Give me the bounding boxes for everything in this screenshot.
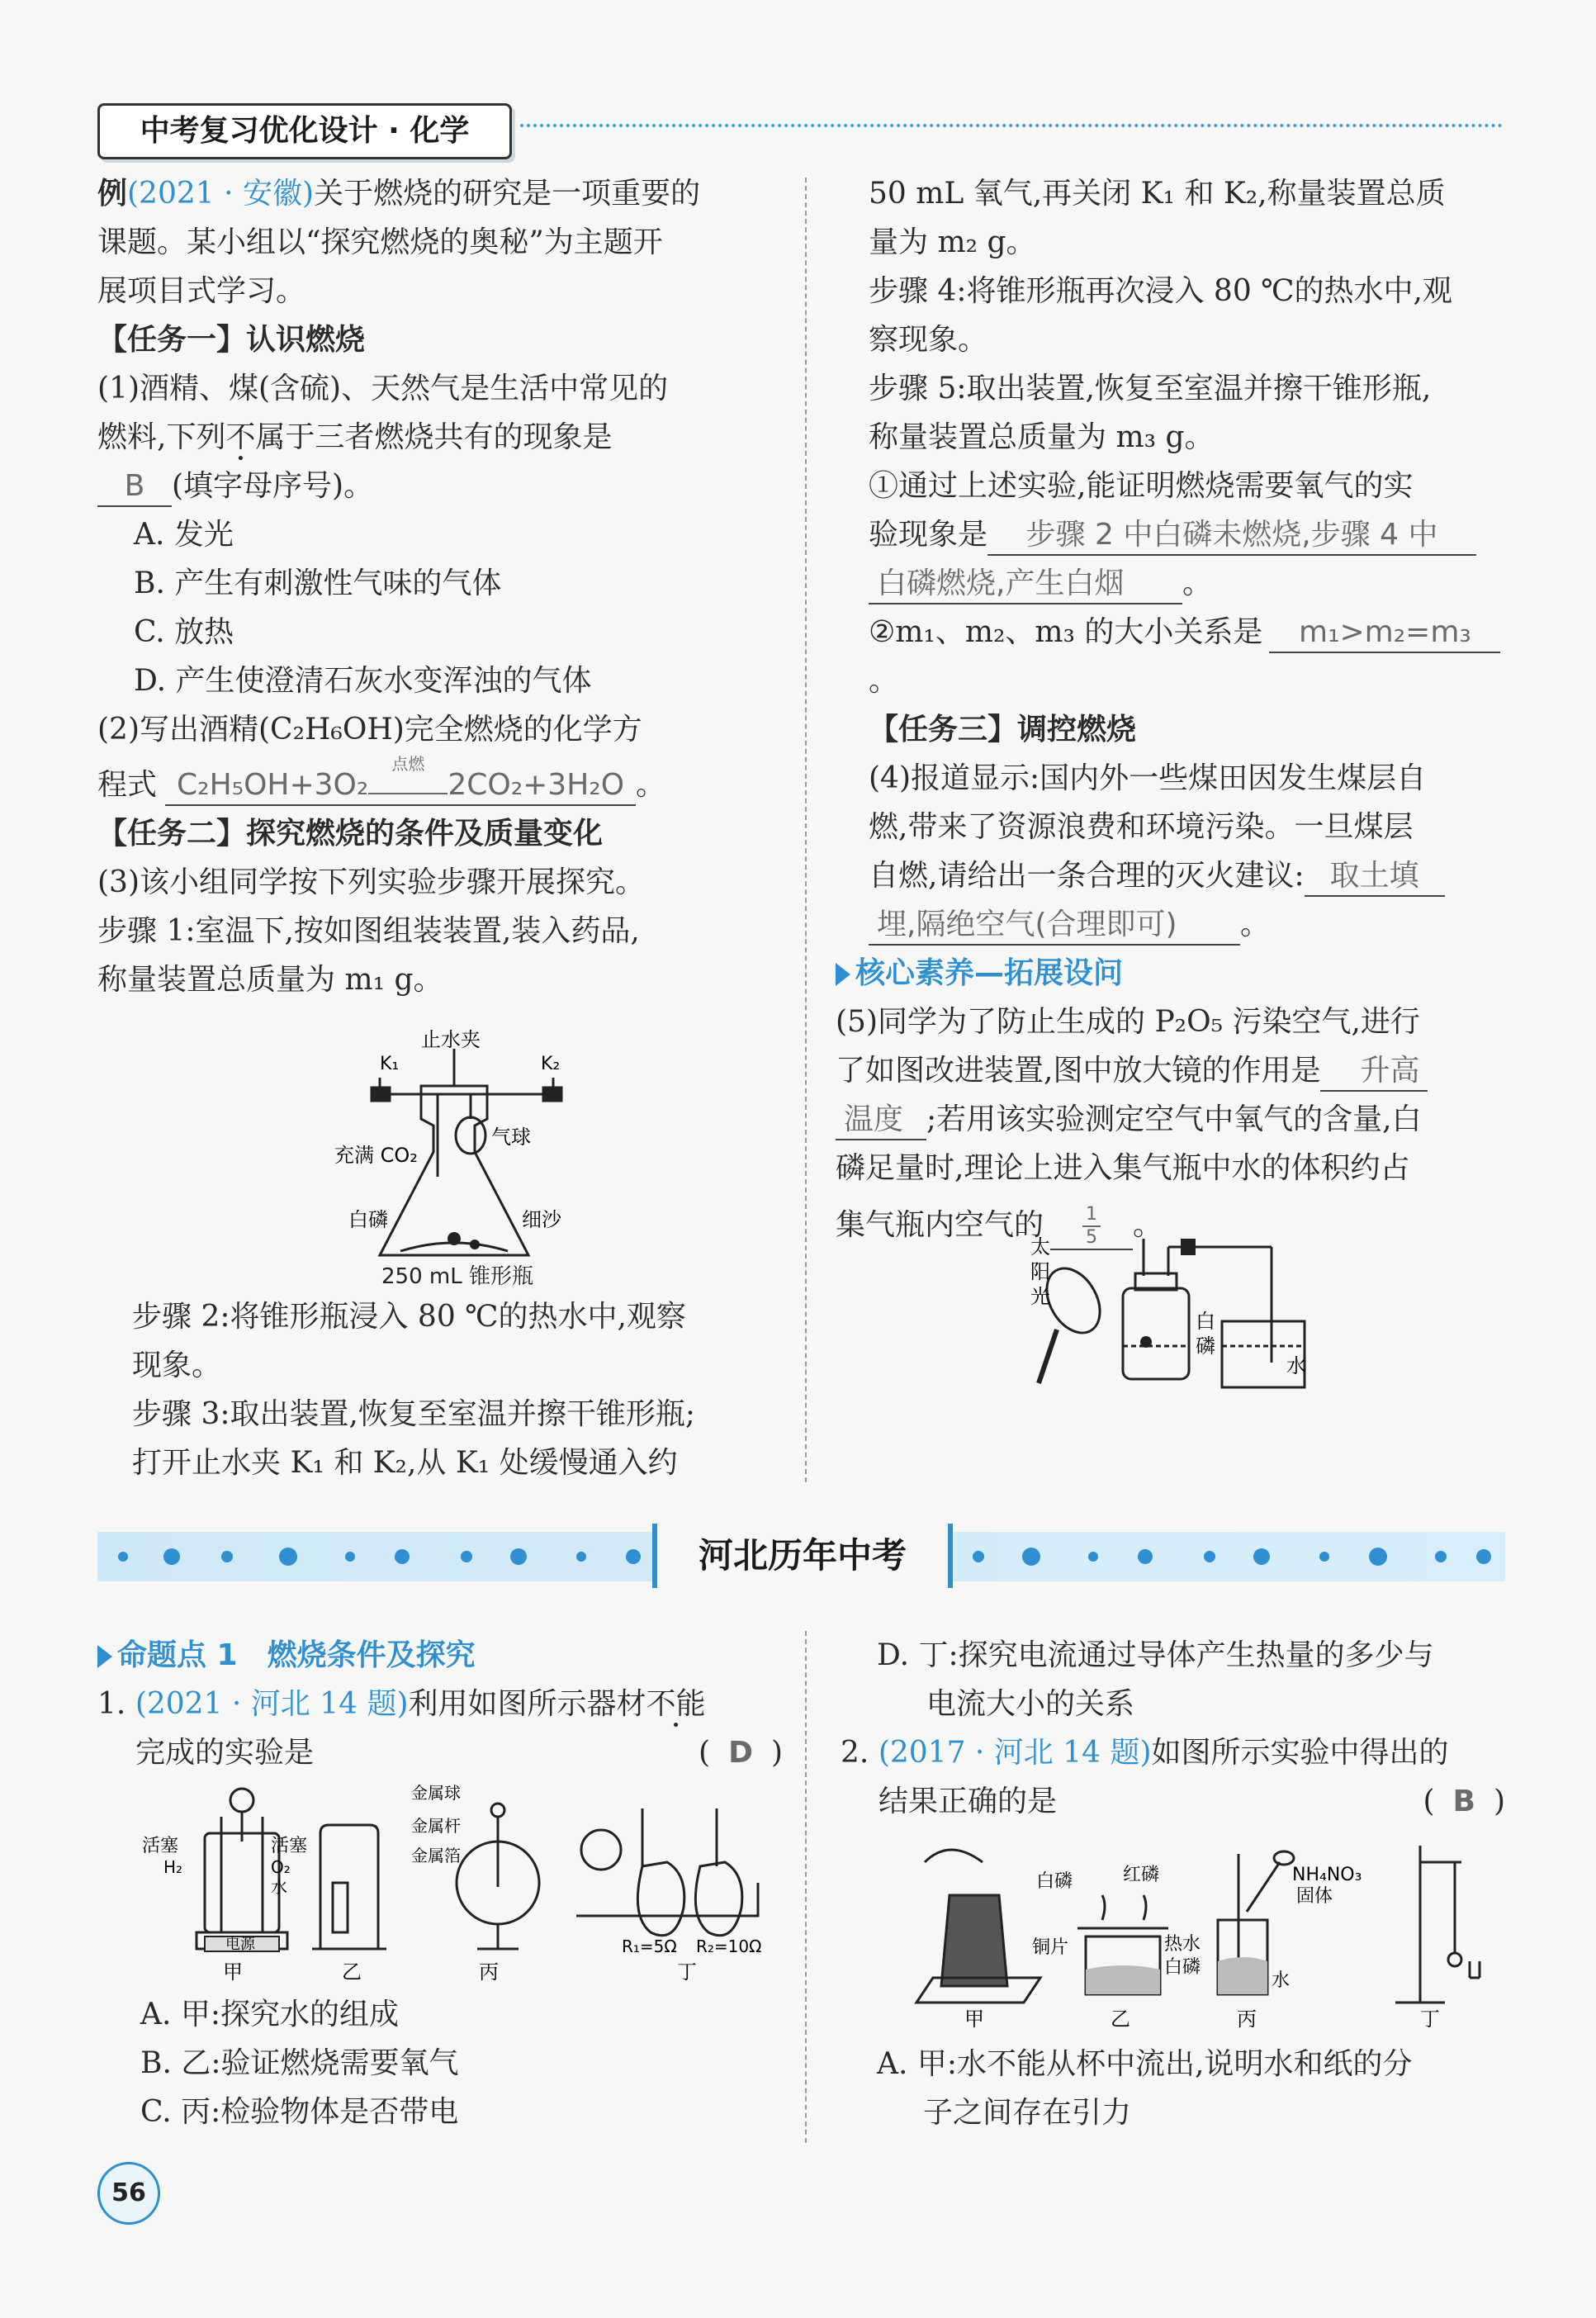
q5-answer-fraction: $\frac{1}{5}$ [1050, 1204, 1133, 1250]
label-k2: K₂ [541, 1054, 561, 1074]
q5-line3: 温度 ;若用该实验测定空气中氧气的含量,白 [836, 1095, 1504, 1144]
q2-line1: (2)写出酒精(C₂H₆OH)完全燃烧的化学方 [97, 713, 642, 747]
header-title: 中考复习优化设计 · 化学 [97, 103, 512, 159]
q2-line2: 程式 C₂H₅OH+3O₂ 点燃 2CO₂+3H₂O 。 [97, 761, 771, 809]
task-three-heading: 【任务三】调控燃烧 [869, 713, 1137, 747]
step3-line2: 打开止水夹 K₁ 和 K₂,从 K₁ 处缓慢通入约 [132, 1446, 678, 1480]
q4-line4: 埋,隔绝空气(合理即可) 。 [869, 900, 1504, 949]
section-title: 河北历年中考 [652, 1524, 953, 1588]
label-white-p: 白磷 [1036, 1871, 1073, 1892]
label-sand: 细沙 [522, 1208, 561, 1231]
label-water-q2: 水 [1272, 1970, 1291, 1991]
hebei-q2-option-a-line2: 子之间存在引力 [923, 2096, 1132, 2130]
core-literacy-heading: 核心素养—拓展设问 [836, 949, 1504, 998]
flask-apparatus-figure [330, 1028, 603, 1292]
hebei-q2-answer-bracket: ( B ) [1423, 1785, 1505, 1818]
label-power: 电源 [225, 1936, 255, 1953]
label-phosphorus: 白磷 [348, 1208, 388, 1231]
label-foil: 金属箔 [411, 1846, 461, 1865]
q1-option-a: A. 发光 [134, 518, 234, 552]
step3-line4: 量为 m₂ g。 [869, 225, 1036, 259]
hebei-q2-line2: 结果正确的是 ( B ) [841, 1777, 1505, 1826]
label-hot-water: 热水 [1164, 1934, 1201, 1955]
label-yi: 乙 [342, 1960, 362, 1984]
label-q2-bing: 丙 [1237, 2008, 1257, 2031]
hebei-q2-option-a-line1: A. 甲:水不能从杯中流出,说明水和纸的分 [877, 2047, 1413, 2081]
label-ding: 丁 [677, 1960, 697, 1984]
q5-line2: 了如图改进装置,图中放大镜的作用是 升高 [836, 1046, 1504, 1095]
label-stopcock-right: 活塞 [271, 1836, 308, 1856]
hebei-q1-figure [142, 1783, 774, 1984]
hebei-q1-option-a: A. 甲:探究水的组成 [140, 1998, 400, 2031]
right-column [836, 169, 1504, 1250]
label-co2: 充满 CO₂ [334, 1144, 418, 1167]
q1-option-c: C. 放热 [134, 615, 234, 649]
left-column [97, 169, 771, 1004]
q1-line3: B (填字母序号)。 [97, 462, 771, 510]
label-o2: O₂ [271, 1857, 291, 1877]
header-divider [520, 124, 1503, 130]
q4-line1: (4)报道显示:国内外一些煤田因发生煤层自 [869, 761, 1427, 795]
hebei-q1-options [140, 1990, 776, 2136]
hebei-right-column [841, 1631, 1505, 1826]
step1-line2: 称量装置总质量为 m₁ g。 [97, 963, 443, 997]
hebei-q1-option-d-line1: D. 丁:探究电流通过导体产生热量的多少与 [877, 1638, 1434, 1672]
label-ball: 金属球 [411, 1783, 461, 1803]
task-one-heading: 【任务一】认识燃烧 [97, 323, 366, 357]
hebei-q1-option-b: B. 乙:验证燃烧需要氧气 [140, 2046, 459, 2080]
label-white-p2: 白磷 [1164, 1957, 1201, 1978]
q1-answer: B [97, 467, 172, 507]
column-divider-bottom [805, 1631, 807, 2143]
c1-line1: ①通过上述实验,能证明燃烧需要氧气的实 [869, 469, 1414, 503]
hebei-q1-answer: D [728, 1736, 753, 1770]
step5-line2: 称量装置总质量为 m₃ g。 [869, 420, 1215, 454]
c1-answer-part1: 步骤 2 中白磷未燃烧,步骤 4 中 [987, 516, 1476, 556]
column-divider-top [805, 178, 807, 1482]
command-point-heading: 命题点 1 燃烧条件及探究 [97, 1631, 783, 1680]
step4-line2: 察现象。 [869, 323, 988, 357]
label-r2: R₂=10Ω [696, 1936, 762, 1956]
label-h2: H₂ [163, 1857, 183, 1877]
c1-line3: 白磷燃烧,产生白烟 。 [869, 559, 1504, 608]
flask-caption: 250 mL 锥形瓶 [381, 1264, 533, 1289]
label-jia: 甲 [223, 1960, 243, 1984]
magnifier-apparatus-figure [1024, 1230, 1321, 1404]
label-water-q1: 水 [271, 1877, 287, 1897]
hebei-q1-line1: 1. (2021 · 河北 14 题)利用如图所示器材不能 [97, 1687, 706, 1721]
task-two-heading: 【任务二】探究燃烧的条件及质量变化 [97, 817, 604, 851]
label-red-p: 红磷 [1123, 1865, 1160, 1885]
label-water: 水 [1286, 1354, 1306, 1377]
label-clamp: 止水夹 [421, 1028, 481, 1051]
label-q2-yi: 乙 [1111, 2008, 1130, 2031]
example-intro-line2: 课题。某小组以“探究燃烧的奥秘”为主题开 [97, 225, 663, 259]
q4-line3: 自燃,请给出一条合理的灭火建议: 取土填 [869, 851, 1504, 900]
hebei-q1-answer-bracket: ( D ) [699, 1736, 783, 1770]
triangle-icon [836, 963, 850, 986]
step3-line1: 步骤 3:取出装置,恢复至室温并擦干锥形瓶; [132, 1397, 696, 1431]
hebei-q1-option-d-line2: 电流大小的关系 [926, 1687, 1135, 1721]
page-number: 56 [97, 2162, 160, 2225]
q1-option-b: B. 产生有刺激性气味的气体 [134, 566, 502, 600]
q4-answer-part1: 取土填 [1305, 857, 1445, 897]
label-nh4no3: NH₄NO₃ [1292, 1865, 1362, 1885]
label-sun-2: 阳 [1030, 1260, 1050, 1283]
q1-option-d: D. 产生使澄清石灰水变浑浊的气体 [134, 664, 592, 698]
hebei-q1-line2: 完成的实验是 ( D ) [97, 1728, 783, 1777]
step1-line1: 步骤 1:室温下,按如图组装装置,装入药品, [97, 914, 640, 948]
c2-answer: m₁>m₂=m₃ [1269, 614, 1500, 653]
hebei-left-column [97, 1631, 783, 1777]
left-column-lower [132, 1292, 776, 1487]
example-intro-line3: 展项目式学习。 [97, 274, 306, 308]
c2-line: ②m₁、m₂、m₃ 的大小关系是 m₁>m₂=m₃。 [869, 608, 1504, 705]
label-phos-1: 白 [1196, 1310, 1215, 1333]
hebei-q2-option-a [877, 2040, 1513, 2137]
label-q2-ding: 丁 [1420, 2008, 1440, 2031]
example-intro-line1: 例(2021 · 安徽)关于燃烧的研究是一项重要的 [97, 176, 701, 211]
q4-line2: 燃,带来了资源浪费和环境污染。一旦煤层 [869, 810, 1414, 844]
step5-line1: 步骤 5:取出装置,恢复至室温并擦干锥形瓶, [869, 372, 1432, 405]
label-k1: K₁ [380, 1054, 400, 1074]
hebei-q2-answer: B [1452, 1785, 1475, 1818]
label-r1: R₁=5Ω [622, 1936, 677, 1956]
label-solid: 固体 [1296, 1886, 1333, 1907]
q5-answer-part2: 温度 [836, 1101, 926, 1140]
q5-line1: (5)同学为了防止生成的 P₂O₅ 污染空气,进行 [836, 1005, 1420, 1039]
label-phos-2: 磷 [1196, 1334, 1215, 1358]
label-copper: 铜片 [1032, 1937, 1069, 1958]
label-balloon: 气球 [491, 1126, 531, 1149]
q1-line1: (1)酒精、煤(含硫)、天然气是生活中常见的 [97, 372, 669, 405]
c1-answer-part2: 白磷燃烧,产生白烟 [869, 565, 1182, 604]
label-sun-1: 太 [1030, 1235, 1050, 1259]
q5-line4: 磷足量时,理论上进入集气瓶中水的体积约占 [836, 1151, 1410, 1185]
label-bing: 丙 [479, 1960, 499, 1984]
label-q2-jia: 甲 [964, 2008, 984, 2031]
hebei-q1-option-c: C. 丙:检验物体是否带电 [140, 2095, 459, 2129]
q5-line5: 集气瓶内空气的 $\frac{1}{5}$ 。 [836, 1201, 1504, 1250]
q1-line2: 燃料,下列不属于三者燃烧共有的现象是 [97, 420, 613, 454]
q2-answer: C₂H₅OH+3O₂ 点燃 2CO₂+3H₂O [165, 766, 636, 806]
q3-line: (3)该小组同学按下列实验步骤开展探究。 [97, 865, 645, 899]
label-rod: 金属杆 [411, 1816, 461, 1836]
triangle-icon [97, 1645, 112, 1668]
hebei-q2-figure [900, 1829, 1511, 2031]
label-stopcock-left: 活塞 [142, 1836, 179, 1856]
q5-answer-part1: 升高 [1320, 1052, 1428, 1092]
label-sun-3: 光 [1030, 1285, 1050, 1308]
step2-line1: 步骤 2:将锥形瓶浸入 80 ℃的热水中,观察 [132, 1300, 686, 1334]
step2-line2: 现象。 [132, 1349, 222, 1382]
step3-line3: 50 mL 氧气,再关闭 K₁ 和 K₂,称量装置总质 [869, 177, 1446, 211]
hebei-q2-line1: 2. (2017 · 河北 14 题)如图所示实验中得出的 [841, 1736, 1449, 1770]
c1-line2: 验现象是 步骤 2 中白磷未燃烧,步骤 4 中 [869, 510, 1504, 559]
q4-answer-part2: 埋,隔绝空气(合理即可) [869, 906, 1240, 946]
step4-line1: 步骤 4:将锥形瓶再次浸入 80 ℃的热水中,观 [869, 274, 1452, 308]
